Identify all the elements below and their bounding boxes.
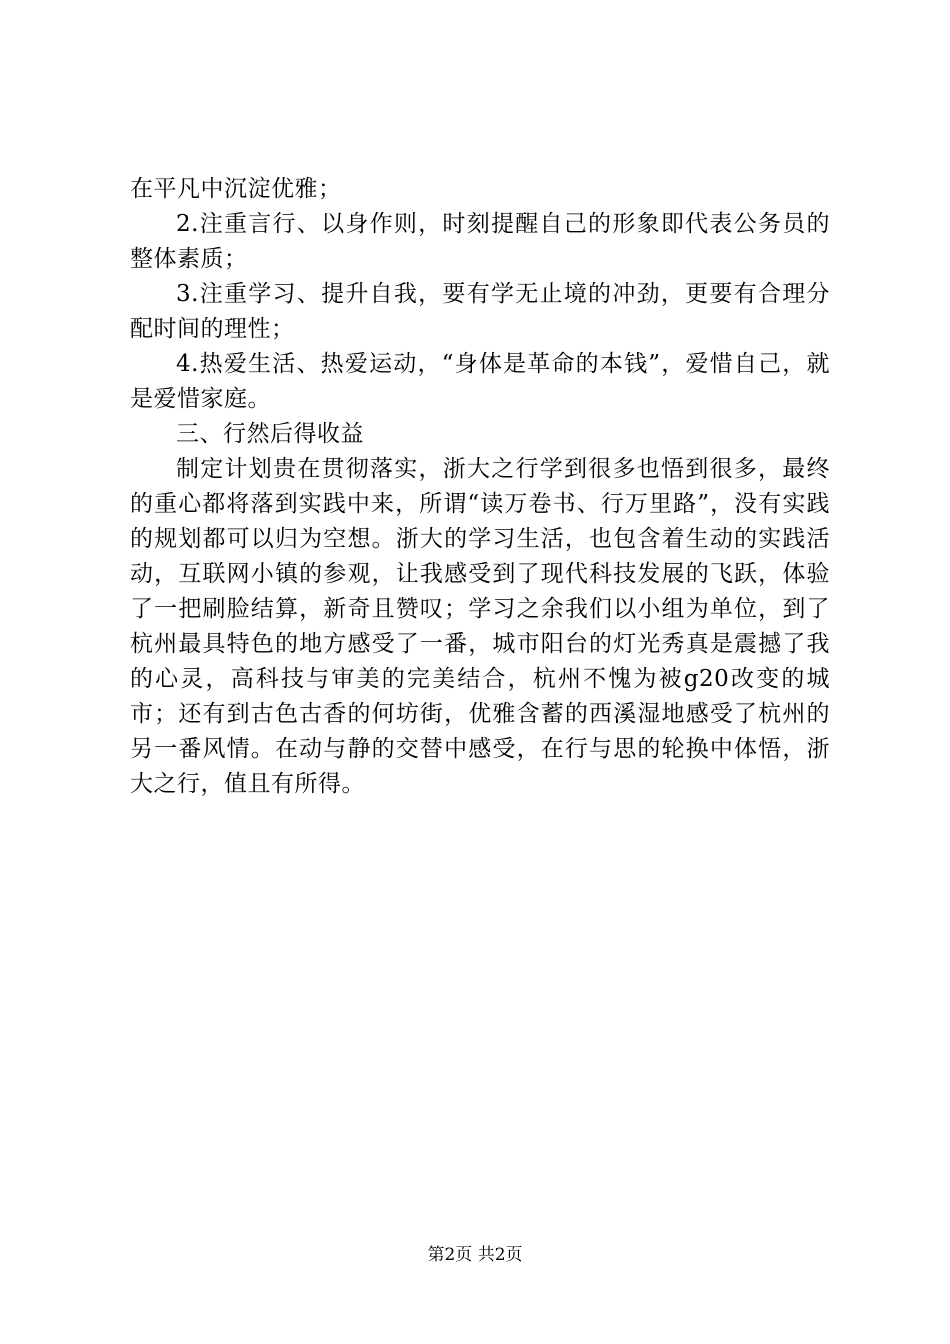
paragraph-item-4: 4.热爱生活、热爱运动，“身体是革命的本钱”，爱惜自己，就是爱惜家庭。 [130, 351, 830, 412]
page-footer: 第2页 共2页 [427, 1245, 523, 1265]
paragraph-item-3: 3.注重学习、提升自我，要有学无止境的冲劲，更要有合理分配时间的理性； [130, 281, 830, 342]
paragraph-body: 制定计划贵在贯彻落实，浙大之行学到很多也悟到很多，最终的重心都将落到实践中来，所谓“读万卷书、行万里路”，没有实践的规划都可以归为空想。浙大的学习生活，也包含着生动的实践活动，互联网小镇的参观，让我感受到了现代科技发展的飞跃，体验了一把刷脸结算，新奇且赞叹；学习之余我们以小组为单位，到了杭州最具特色的地方感受了一番，城市阳台的灯光秀真是震撼了我的心灵，高科技与审美的完美结合，杭州不愧为被g20改变的城市；还有到古色古香的何坊街，优雅含蓄的西溪湿地感受了杭州的另一番风情。在动与静的交替中感受，在行与思的轮换中体悟，浙大之行，值且有所得。 [130, 456, 830, 797]
section-heading: 三、行然后得收益 [176, 421, 364, 447]
paragraph-item-2: 2.注重言行、以身作则，时刻提醒自己的形象即代表公务员的整体素质； [130, 211, 830, 272]
paragraph-continuation: 在平凡中沉淀优雅； [130, 176, 342, 202]
document-body [130, 172, 830, 802]
